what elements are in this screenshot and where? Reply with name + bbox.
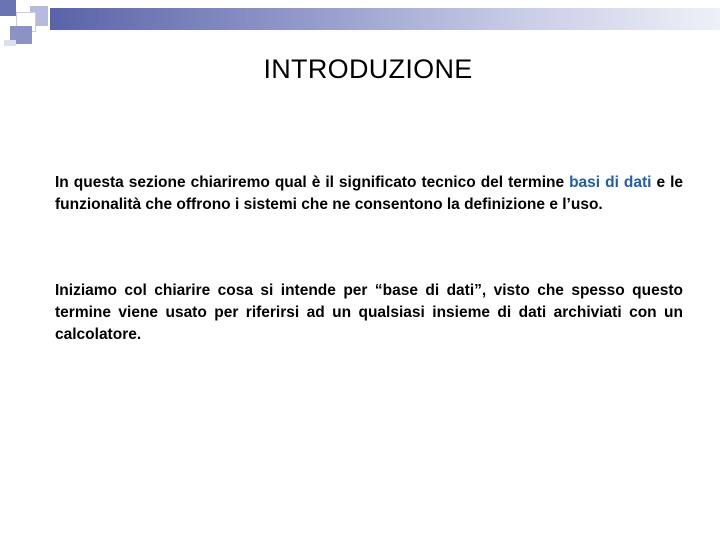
decor-square (4, 40, 16, 46)
highlighted-term: basi di dati (569, 174, 652, 191)
decor-square (0, 0, 16, 16)
paragraph-text: In questa sezione chiariremo qual è il significato tecnico del termine (55, 174, 570, 191)
definition-paragraph: Iniziamo col chiarire cosa si intende per “base di dati”, visto che spesso questo termine viene usato per riferirsi ad un qualsiasi insieme di dati archiviati con un calcolatore. (55, 282, 683, 343)
paragraph-text: e le funzionalità che offrono i sistemi che ne consentono la definizione e l’uso. (55, 174, 683, 213)
intro-paragraph (55, 172, 683, 216)
slide-title: INTRODUZIONE (263, 54, 473, 84)
header-gradient-bar (50, 8, 720, 30)
